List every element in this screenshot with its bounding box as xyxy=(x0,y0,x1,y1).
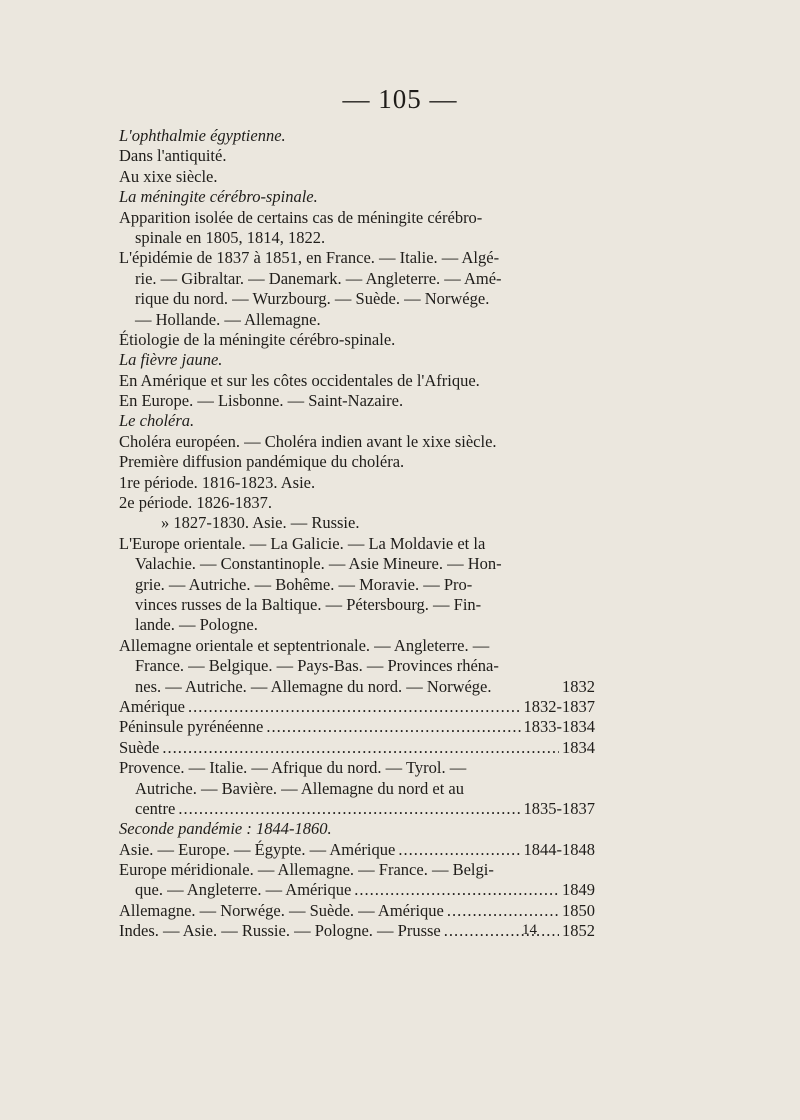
text-line xyxy=(119,677,595,697)
text-line: Apparition isolée de certains cas de méningite cérébro- xyxy=(119,207,483,227)
entry-label: Allemagne. — Norwége. — Suède. — Amérique xyxy=(119,900,444,920)
entry-date: 1834 xyxy=(562,737,595,757)
leader-dots xyxy=(444,921,559,941)
entry-date: 1844-1848 xyxy=(523,839,595,859)
text-line: Dans l'antiquité. xyxy=(119,146,227,166)
signature-mark: 14 xyxy=(522,922,537,938)
text-line xyxy=(119,738,595,758)
text-line: 2e période. 1826-1837. xyxy=(119,493,273,513)
section-heading: Le choléra. xyxy=(119,411,195,431)
text-line xyxy=(119,880,595,900)
text-line: Étiologie de la méningite cérébro-spinale. xyxy=(119,329,396,349)
entry-label: centre xyxy=(135,798,176,818)
section-heading: La méningite cérébro-spinale. xyxy=(119,187,318,207)
text-line: En Amérique et sur les côtes occidentales de l'Afrique. xyxy=(119,370,480,390)
text-line: Choléra européen. — Choléra indien avant le xixe siècle. xyxy=(119,431,497,451)
entry-date: 1852 xyxy=(562,921,595,941)
entry-date: 1835-1837 xyxy=(523,798,595,818)
leader-dots xyxy=(162,738,559,758)
text-line: rie. — Gibraltar. — Danemark. — Angleterre. — Amé- xyxy=(135,268,502,288)
text-line: lande. — Pologne. xyxy=(135,615,258,635)
entry-label: Indes. — Asie. — Russie. — Pologne. — Prusse xyxy=(119,921,441,941)
entry-date: 1832-1837 xyxy=(523,696,595,716)
section-heading: Seconde pandémie : 1844-1860. xyxy=(119,819,332,839)
text-line: grie. — Autriche. — Bohême. — Moravie. — Pro- xyxy=(135,574,473,594)
leader-dots xyxy=(188,697,521,717)
text-line: » 1827-1830. Asie. — Russie. xyxy=(161,513,360,533)
entry-label: Suède xyxy=(119,737,160,757)
text-line xyxy=(119,697,595,717)
entry-label: Amérique xyxy=(119,696,185,716)
text-line xyxy=(119,717,595,737)
text-line xyxy=(119,901,595,921)
text-line: Europe méridionale. — Allemagne. — France. — Belgi- xyxy=(119,860,494,880)
entry-label: que. — Angleterre. — Amérique xyxy=(135,880,352,900)
entry-label: nes. — Autriche. — Allemagne du nord. — Norwége. xyxy=(135,676,492,696)
entry-date: 1850 xyxy=(562,900,595,920)
text-line xyxy=(119,799,595,819)
leader-dots xyxy=(447,901,559,921)
section-heading: L'ophthalmie égyptienne. xyxy=(119,126,286,145)
leader-dots xyxy=(398,840,520,860)
leader-dots xyxy=(178,799,520,819)
text-line: 1re période. 1816-1823. Asie. xyxy=(119,472,316,492)
table-of-contents-text xyxy=(119,126,595,942)
entry-date: 1832 xyxy=(562,676,595,696)
section-heading: La fièvre jaune. xyxy=(119,350,223,370)
text-line xyxy=(119,840,595,860)
entry-label: Asie. — Europe. — Égypte. — Amérique xyxy=(119,839,396,859)
text-line: L'Europe orientale. — La Galicie. — La Moldavie et la xyxy=(119,533,486,553)
text-line: En Europe. — Lisbonne. — Saint-Nazaire. xyxy=(119,391,404,411)
text-line: Autriche. — Bavière. — Allemagne du nord et au xyxy=(135,778,464,798)
text-line: Au xixe siècle. xyxy=(119,166,218,186)
entry-label: Péninsule pyrénéenne xyxy=(119,717,264,737)
text-line: vinces russes de la Baltique. — Pétersbourg. — Fin- xyxy=(135,594,482,614)
leader-dots xyxy=(266,717,520,737)
leader-dots xyxy=(354,880,559,900)
page-number: — 105 — xyxy=(342,84,458,114)
text-line: Valachie. — Constantinople. — Asie Mineure. — Hon- xyxy=(135,554,502,574)
entry-date: 1849 xyxy=(562,880,595,900)
text-line: Provence. — Italie. — Afrique du nord. — Tyrol. — xyxy=(119,758,467,778)
text-line: Première diffusion pandémique du choléra. xyxy=(119,452,405,472)
text-line: Allemagne orientale et septentrionale. — Angleterre. — xyxy=(119,635,490,655)
text-line: rique du nord. — Wurzbourg. — Suède. — Norwége. xyxy=(135,289,490,309)
text-line: spinale en 1805, 1814, 1822. xyxy=(135,227,326,247)
text-line: France. — Belgique. — Pays-Bas. — Provinces rhéna- xyxy=(135,656,499,676)
text-line: — Hollande. — Allemagne. xyxy=(135,309,321,329)
text-line: L'épidémie de 1837 à 1851, en France. — Italie. — Algé- xyxy=(119,248,500,268)
entry-date: 1833-1834 xyxy=(523,717,595,737)
